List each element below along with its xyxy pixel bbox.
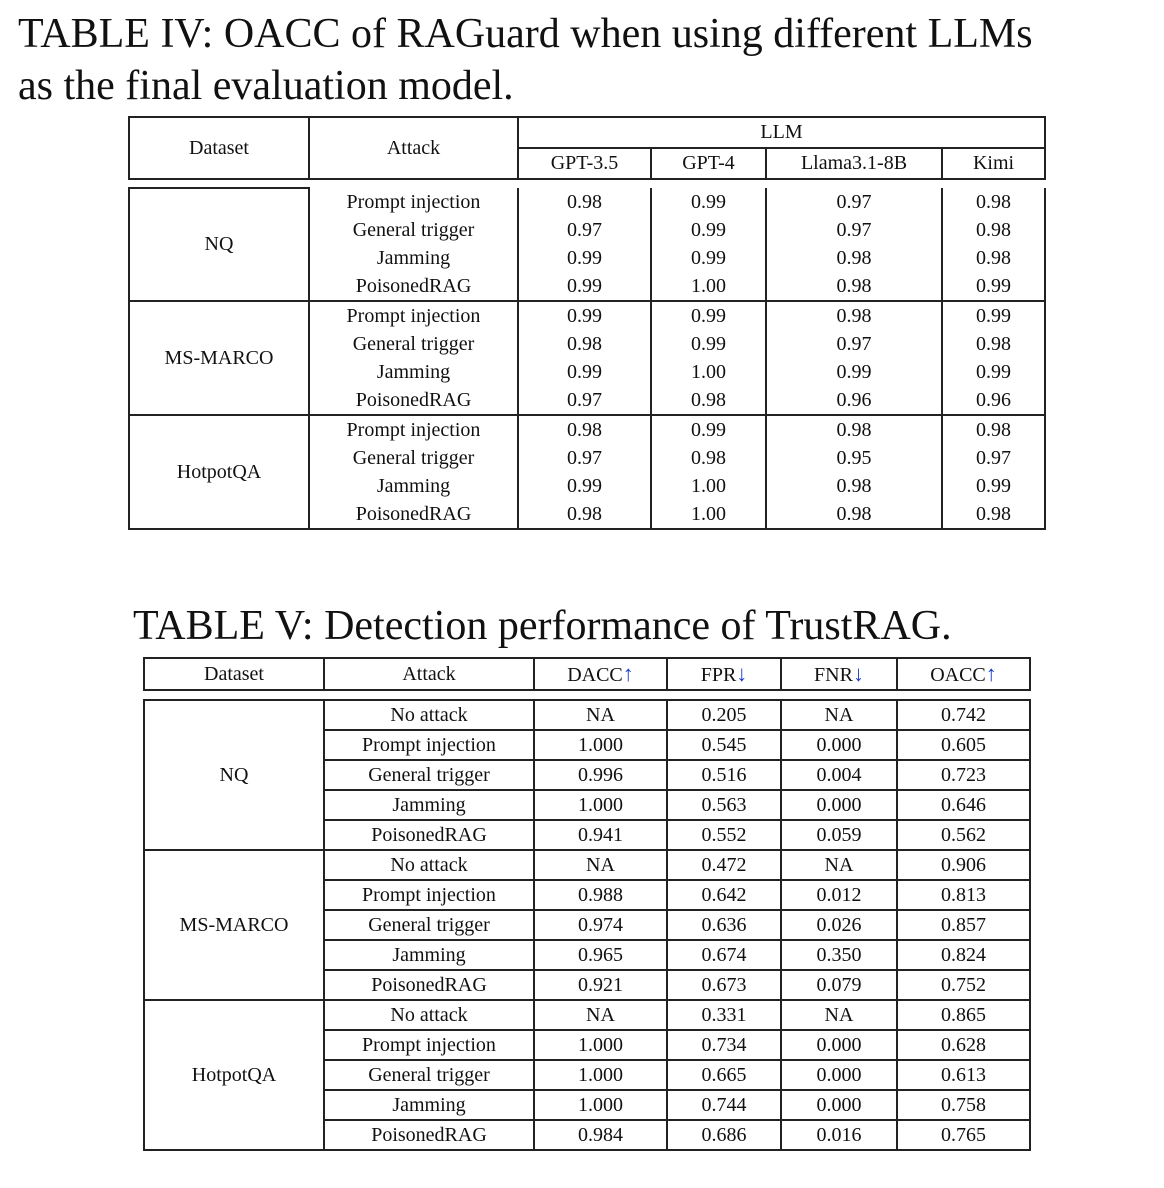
- value-cell: 0.552: [667, 820, 781, 850]
- metric-label: FNR: [814, 664, 853, 686]
- value-cell: 0.99: [942, 272, 1045, 301]
- value-cell: 0.99: [651, 330, 766, 358]
- table4-header-model: Kimi: [942, 148, 1045, 179]
- value-cell: 0.742: [897, 700, 1030, 730]
- table-row: [129, 301, 1045, 330]
- table-row: [129, 188, 1045, 216]
- table5-body: [143, 699, 1031, 1151]
- table4-caption: [18, 8, 1033, 112]
- attack-cell: Prompt injection: [324, 880, 534, 910]
- arrow-down-icon: ↓: [852, 661, 864, 686]
- attack-cell: PoisonedRAG: [309, 500, 518, 529]
- value-cell: 0.98: [766, 244, 942, 272]
- value-cell: 0.98: [942, 415, 1045, 444]
- metric-label: OACC: [930, 664, 986, 686]
- value-cell: 0.99: [651, 415, 766, 444]
- value-cell: 0.000: [781, 1030, 897, 1060]
- table4-caption-line2: as the final evaluation model.: [18, 63, 514, 109]
- value-cell: 0.98: [518, 188, 651, 216]
- attack-cell: PoisonedRAG: [309, 386, 518, 415]
- value-cell: 0.628: [897, 1030, 1030, 1060]
- value-cell: 0.98: [942, 244, 1045, 272]
- value-cell: 0.99: [651, 301, 766, 330]
- value-cell: 0.97: [942, 444, 1045, 472]
- value-cell: 0.97: [766, 188, 942, 216]
- value-cell: 0.865: [897, 1000, 1030, 1030]
- value-cell: 0.99: [942, 358, 1045, 386]
- value-cell: 0.99: [518, 244, 651, 272]
- value-cell: 0.996: [534, 760, 667, 790]
- value-cell: 0.765: [897, 1120, 1030, 1150]
- value-cell: 0.000: [781, 1060, 897, 1090]
- attack-cell: Prompt injection: [324, 1030, 534, 1060]
- attack-cell: PoisonedRAG: [324, 820, 534, 850]
- attack-cell: Prompt injection: [309, 188, 518, 216]
- value-cell: 0.98: [766, 500, 942, 529]
- value-cell: 0.98: [518, 330, 651, 358]
- value-cell: 0.205: [667, 700, 781, 730]
- value-cell: 0.642: [667, 880, 781, 910]
- value-cell: 0.000: [781, 1090, 897, 1120]
- dataset-cell: NQ: [129, 188, 309, 301]
- value-cell: 0.98: [766, 301, 942, 330]
- arrow-up-icon: ↑: [622, 661, 634, 686]
- table5-header-dacc: [534, 658, 667, 690]
- attack-cell: Jamming: [324, 790, 534, 820]
- attack-cell: No attack: [324, 850, 534, 880]
- value-cell: 1.000: [534, 1090, 667, 1120]
- attack-cell: General trigger: [309, 444, 518, 472]
- attack-cell: Prompt injection: [309, 301, 518, 330]
- value-cell: 1.000: [534, 790, 667, 820]
- table5-header-fpr: [667, 658, 781, 690]
- value-cell: 0.016: [781, 1120, 897, 1150]
- value-cell: 0.98: [942, 500, 1045, 529]
- value-cell: 0.99: [651, 244, 766, 272]
- value-cell: 0.723: [897, 760, 1030, 790]
- value-cell: 0.97: [518, 386, 651, 415]
- table5-header-oacc: [897, 658, 1030, 690]
- arrow-up-icon: ↑: [985, 661, 997, 686]
- table-row: [129, 415, 1045, 444]
- value-cell: 0.472: [667, 850, 781, 880]
- value-cell: 0.758: [897, 1090, 1030, 1120]
- value-cell: NA: [781, 700, 897, 730]
- value-cell: 0.98: [942, 188, 1045, 216]
- value-cell: 0.99: [766, 358, 942, 386]
- value-cell: 0.98: [942, 330, 1045, 358]
- value-cell: 0.98: [766, 415, 942, 444]
- value-cell: 1.000: [534, 730, 667, 760]
- attack-cell: Prompt injection: [309, 415, 518, 444]
- attack-cell: General trigger: [324, 1060, 534, 1090]
- value-cell: 0.965: [534, 940, 667, 970]
- value-cell: NA: [534, 850, 667, 880]
- attack-cell: Jamming: [324, 940, 534, 970]
- value-cell: 0.331: [667, 1000, 781, 1030]
- value-cell: 0.824: [897, 940, 1030, 970]
- attack-cell: Jamming: [324, 1090, 534, 1120]
- attack-cell: PoisonedRAG: [324, 1120, 534, 1150]
- dataset-cell: MS-MARCO: [144, 850, 324, 1000]
- value-cell: 0.98: [518, 415, 651, 444]
- value-cell: 0.98: [942, 216, 1045, 244]
- dataset-cell: MS-MARCO: [129, 301, 309, 415]
- table4-header-llm: LLM: [518, 117, 1045, 148]
- table5-header: [143, 657, 1031, 691]
- value-cell: 0.563: [667, 790, 781, 820]
- value-cell: 0.99: [518, 301, 651, 330]
- value-cell: 0.99: [518, 472, 651, 500]
- value-cell: 0.605: [897, 730, 1030, 760]
- value-cell: 0.96: [766, 386, 942, 415]
- value-cell: 0.613: [897, 1060, 1030, 1090]
- value-cell: 0.98: [651, 386, 766, 415]
- value-cell: NA: [534, 700, 667, 730]
- value-cell: 0.99: [651, 188, 766, 216]
- value-cell: 0.98: [766, 272, 942, 301]
- value-cell: 0.99: [518, 272, 651, 301]
- value-cell: 0.646: [897, 790, 1030, 820]
- table4-header: [128, 116, 1046, 180]
- table-row: [144, 1000, 1030, 1030]
- value-cell: 0.012: [781, 880, 897, 910]
- value-cell: 0.984: [534, 1120, 667, 1150]
- value-cell: 0.96: [942, 386, 1045, 415]
- value-cell: 0.562: [897, 820, 1030, 850]
- value-cell: 0.857: [897, 910, 1030, 940]
- value-cell: 1.00: [651, 272, 766, 301]
- value-cell: 0.350: [781, 940, 897, 970]
- table5-header-dataset: Dataset: [144, 658, 324, 690]
- attack-cell: General trigger: [324, 910, 534, 940]
- value-cell: 0.941: [534, 820, 667, 850]
- value-cell: 0.000: [781, 730, 897, 760]
- attack-cell: PoisonedRAG: [309, 272, 518, 301]
- value-cell: 0.99: [942, 472, 1045, 500]
- value-cell: 0.97: [766, 216, 942, 244]
- value-cell: 1.00: [651, 472, 766, 500]
- value-cell: 0.744: [667, 1090, 781, 1120]
- value-cell: 0.99: [942, 301, 1045, 330]
- value-cell: 0.004: [781, 760, 897, 790]
- value-cell: NA: [781, 1000, 897, 1030]
- value-cell: 0.686: [667, 1120, 781, 1150]
- value-cell: 1.000: [534, 1060, 667, 1090]
- table-row: [144, 850, 1030, 880]
- dataset-cell: HotpotQA: [129, 415, 309, 529]
- table4-header-model: Llama3.1-8B: [766, 148, 942, 179]
- value-cell: 1.00: [651, 358, 766, 386]
- value-cell: 0.026: [781, 910, 897, 940]
- value-cell: 0.079: [781, 970, 897, 1000]
- value-cell: 0.674: [667, 940, 781, 970]
- attack-cell: PoisonedRAG: [324, 970, 534, 1000]
- value-cell: 0.059: [781, 820, 897, 850]
- value-cell: 0.673: [667, 970, 781, 1000]
- value-cell: 0.734: [667, 1030, 781, 1060]
- attack-cell: Jamming: [309, 244, 518, 272]
- arrow-down-icon: ↓: [736, 661, 748, 686]
- attack-cell: General trigger: [309, 330, 518, 358]
- table5-header-attack: Attack: [324, 658, 534, 690]
- table5-header-fnr: [781, 658, 897, 690]
- value-cell: 0.98: [518, 500, 651, 529]
- value-cell: 0.636: [667, 910, 781, 940]
- attack-cell: Jamming: [309, 358, 518, 386]
- attack-cell: General trigger: [324, 760, 534, 790]
- value-cell: 0.97: [518, 444, 651, 472]
- value-cell: 0.974: [534, 910, 667, 940]
- value-cell: 0.99: [651, 216, 766, 244]
- table5-caption: TABLE V: Detection performance of TrustRAG.: [133, 603, 952, 649]
- metric-label: FPR: [700, 664, 737, 686]
- value-cell: 0.95: [766, 444, 942, 472]
- value-cell: 0.98: [651, 444, 766, 472]
- table4-header-attack: Attack: [309, 117, 518, 179]
- value-cell: 0.99: [518, 358, 651, 386]
- table4-header-model: GPT-3.5: [518, 148, 651, 179]
- value-cell: 0.921: [534, 970, 667, 1000]
- attack-cell: No attack: [324, 1000, 534, 1030]
- value-cell: NA: [781, 850, 897, 880]
- attack-cell: Prompt injection: [324, 730, 534, 760]
- table4-header-dataset: Dataset: [129, 117, 309, 179]
- value-cell: 0.97: [766, 330, 942, 358]
- attack-cell: No attack: [324, 700, 534, 730]
- value-cell: 0.98: [766, 472, 942, 500]
- value-cell: 0.906: [897, 850, 1030, 880]
- metric-label: DACC: [567, 664, 623, 686]
- table4-header-model: GPT-4: [651, 148, 766, 179]
- value-cell: 1.000: [534, 1030, 667, 1060]
- attack-cell: General trigger: [309, 216, 518, 244]
- value-cell: 0.545: [667, 730, 781, 760]
- attack-cell: Jamming: [309, 472, 518, 500]
- dataset-cell: HotpotQA: [144, 1000, 324, 1150]
- table-row: [144, 700, 1030, 730]
- value-cell: 0.665: [667, 1060, 781, 1090]
- table4-body: [128, 187, 1046, 530]
- dataset-cell: NQ: [144, 700, 324, 850]
- value-cell: 0.988: [534, 880, 667, 910]
- value-cell: 1.00: [651, 500, 766, 529]
- value-cell: 0.97: [518, 216, 651, 244]
- value-cell: 0.516: [667, 760, 781, 790]
- table4-caption-line1: TABLE IV: OACC of RAGuard when using different LLMs: [18, 11, 1033, 57]
- value-cell: 0.813: [897, 880, 1030, 910]
- value-cell: 0.000: [781, 790, 897, 820]
- value-cell: 0.752: [897, 970, 1030, 1000]
- value-cell: NA: [534, 1000, 667, 1030]
